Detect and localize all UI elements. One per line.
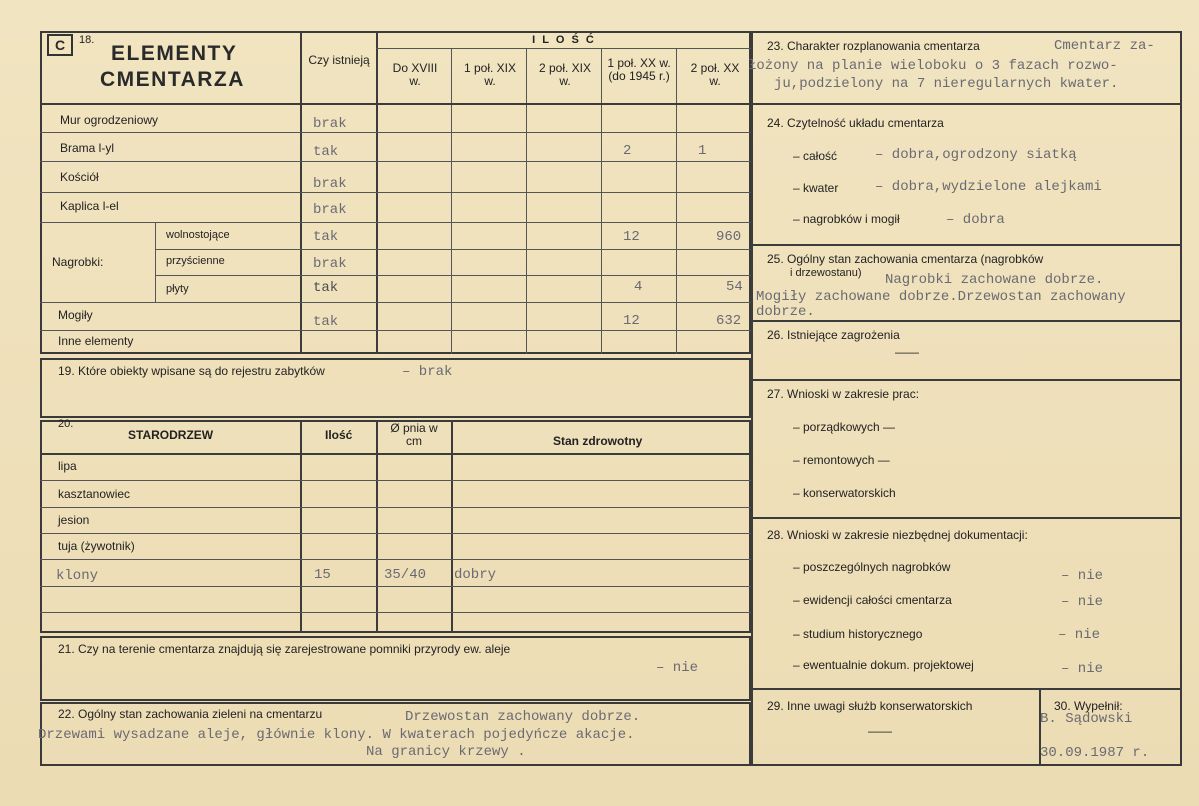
- section-20-number: 20.: [58, 418, 74, 430]
- divider: [40, 192, 751, 193]
- works-item: – remontowych —: [793, 453, 890, 467]
- exists-value: tak: [313, 229, 339, 245]
- row-label-gate: Brama l-yl: [60, 141, 115, 155]
- row-label-chapel: Kaplica l-el: [60, 199, 119, 213]
- legibility-item-label: – kwater: [793, 181, 839, 195]
- divider: [40, 612, 751, 613]
- documentation-item-label: – ewentualnie dokum. projektowej: [793, 658, 974, 672]
- row-label-slabs: płyty: [166, 283, 189, 295]
- row-label-wall-mounted: przyścienne: [166, 255, 225, 267]
- row-label-wall: Mur ogrodzeniowy: [60, 113, 159, 127]
- tree-row-label: kasztanowiec: [58, 487, 131, 501]
- divider: [376, 420, 378, 633]
- quantity-value: 2: [623, 143, 632, 159]
- section-25-label-line2: i drzewostanu): [790, 267, 862, 279]
- exists-value: tak: [313, 314, 339, 330]
- tree-quantity-value: 15: [314, 567, 331, 583]
- section-29-value: ——: [868, 724, 892, 738]
- section-18-title-line1: ELEMENTY: [111, 42, 238, 65]
- divider: [155, 249, 751, 250]
- divider: [40, 453, 751, 455]
- section-23-label: 23. Charakter rozplanowania cmentarza: [767, 39, 980, 53]
- documentation-item-value: – nie: [1061, 594, 1104, 610]
- exists-value: brak: [313, 256, 347, 272]
- section-25-label-line1: 25. Ogólny stan zachowania cmentarza (nagrobków: [767, 252, 1044, 266]
- section-22-line2: Drzewami wysadzane aleje, głównie klony. W kwaterach pojedyńcze akacje.: [38, 727, 635, 743]
- column-header-2-xix: 2 poł. XIX w.: [538, 61, 592, 88]
- legibility-item-value: – dobra,ogrodzony siatką: [875, 147, 1077, 163]
- section-26-label: 26. Istniejące zagrożenia: [767, 328, 900, 342]
- section-19-label: 19. Które obiekty wpisane są do rejestru zabytków: [58, 364, 325, 378]
- column-header-1-xix: 1 poł. XIX w.: [463, 61, 517, 88]
- documentation-item-value: – nie: [1061, 568, 1104, 584]
- divider: [751, 31, 753, 766]
- divider: [40, 161, 751, 162]
- section-21-value: – nie: [656, 660, 699, 676]
- divider: [40, 132, 751, 133]
- divider: [676, 48, 677, 354]
- quantity-header: I L O Ś Ć: [532, 34, 596, 46]
- quantity-value: 4: [634, 279, 643, 295]
- documentation-item-label: – studium historycznego: [793, 627, 923, 641]
- trunk-diameter-header: Ø pnia w cm: [390, 421, 438, 448]
- divider: [751, 244, 1182, 246]
- section-25-line1: Nagrobki zachowane dobrze.: [885, 272, 1104, 288]
- row-label-other: Inne elementy: [58, 334, 134, 348]
- section-21-label: 21. Czy na terenie cmentarza znajdują się zarejestrowane pomniki przyrody ew. aleje: [58, 642, 511, 656]
- section-28-label: 28. Wnioski w zakresie niezbędnej dokumentacji:: [767, 528, 1028, 542]
- divider: [376, 48, 751, 49]
- column-header-1-xx: 1 poł. XX w. (do 1945 r.): [607, 56, 671, 83]
- divider: [155, 275, 751, 276]
- form-letter: C: [54, 37, 66, 53]
- exists-value: tak: [313, 144, 339, 160]
- legibility-item-label: – całość: [793, 149, 838, 163]
- divider: [300, 420, 302, 633]
- divider: [40, 103, 751, 105]
- section-22-line3: Na granicy krzewy .: [366, 744, 526, 760]
- documentation-item-value: – nie: [1061, 661, 1104, 677]
- section-22-label: 22. Ogólny stan zachowania zieleni na cmentarzu: [58, 707, 323, 721]
- filled-date: 30.09.1987 r.: [1040, 745, 1150, 761]
- divider: [601, 48, 602, 354]
- quantity-value: 12: [623, 229, 640, 245]
- legibility-item-label: – nagrobków i mogił: [793, 212, 900, 226]
- quantity-value: 1: [698, 143, 707, 159]
- divider: [451, 48, 452, 354]
- tree-row-label: tuja (żywotnik): [58, 539, 135, 553]
- column-header-2-xx: 2 poł. XX w.: [690, 61, 740, 88]
- divider: [40, 533, 751, 534]
- divider: [751, 379, 1182, 381]
- exists-value: brak: [313, 202, 347, 218]
- documentation-item-value: – nie: [1058, 627, 1101, 643]
- section-23-line3: ju,podzielony na 7 nieregularnych kwater.: [774, 76, 1119, 92]
- legibility-item-value: – dobra: [946, 212, 1005, 228]
- section-26-value: ——: [895, 345, 919, 359]
- section-22-line1: Drzewostan zachowany dobrze.: [405, 709, 641, 725]
- health-header: Stan zdrowotny: [553, 434, 643, 448]
- exists-value: brak: [313, 116, 347, 132]
- section-18-number: 18.: [79, 34, 95, 46]
- divider: [155, 223, 156, 302]
- section-24-label: 24. Czytelność układu cmentarza: [767, 116, 944, 130]
- divider: [526, 48, 527, 354]
- divider: [451, 420, 453, 633]
- divider: [40, 559, 751, 560]
- quantity-value: 960: [716, 229, 742, 245]
- section-20-box: [40, 420, 751, 633]
- divider: [751, 320, 1182, 322]
- tree-row-label: jesion: [58, 513, 90, 527]
- quantity-value: 54: [726, 279, 743, 295]
- section-23-line2: łożony na planie wieloboku o 3 fazach rozwo-: [748, 58, 1118, 74]
- divider: [40, 302, 751, 303]
- exists-column-header: Czy istnieją: [308, 53, 370, 67]
- divider: [751, 103, 1182, 105]
- tree-row-label: lipa: [58, 459, 77, 473]
- divider: [40, 480, 751, 481]
- filled-by-name: B. Sądowski: [1040, 711, 1133, 727]
- documentation-item-label: – ewidencji całości cmentarza: [793, 593, 952, 607]
- section-19-value: – brak: [402, 364, 453, 380]
- section-20-title: STARODRZEW: [128, 428, 214, 442]
- works-item: – konserwatorskich: [793, 486, 896, 500]
- documentation-item-label: – poszczególnych nagrobków: [793, 560, 951, 574]
- tree-row-label: klony: [56, 568, 99, 584]
- tree-health-value: dobry: [454, 567, 497, 583]
- section-18-title-line2: CMENTARZA: [100, 68, 245, 91]
- section-25-line3: dobrze.: [756, 304, 815, 320]
- row-label-nagrobki: Nagrobki:: [52, 255, 104, 269]
- row-label-freestanding: wolnostojące: [166, 229, 230, 241]
- exists-value: tak: [313, 280, 339, 296]
- divider: [751, 517, 1182, 519]
- section-30-label: 30. Wypełnił:: [1054, 699, 1123, 713]
- divider: [40, 507, 751, 508]
- tree-quantity-header: Ilość: [325, 428, 353, 442]
- row-label-graves: Mogiły: [58, 308, 93, 322]
- works-item: – porządkowych —: [793, 420, 896, 434]
- divider: [40, 330, 751, 331]
- divider: [40, 586, 751, 587]
- divider: [40, 222, 751, 223]
- row-label-church: Kościół: [60, 170, 99, 184]
- section-23-line1: Cmentarz za-: [1054, 38, 1155, 54]
- quantity-value: 12: [623, 313, 640, 329]
- section-27-label: 27. Wnioski w zakresie prac:: [767, 387, 920, 401]
- divider: [751, 688, 1182, 690]
- tree-diameter-value: 35/40: [384, 567, 427, 583]
- exists-value: brak: [313, 176, 347, 192]
- section-29-label: 29. Inne uwagi służb konserwatorskich: [767, 699, 973, 713]
- form-letter-box: [47, 34, 73, 56]
- legibility-item-value: – dobra,wydzielone alejkami: [875, 179, 1102, 195]
- section-25-line2: Mogiły zachowane dobrze.Drzewostan zachowany: [756, 289, 1126, 305]
- quantity-value: 632: [716, 313, 742, 329]
- column-header-xviii: Do XVIII w.: [392, 61, 438, 88]
